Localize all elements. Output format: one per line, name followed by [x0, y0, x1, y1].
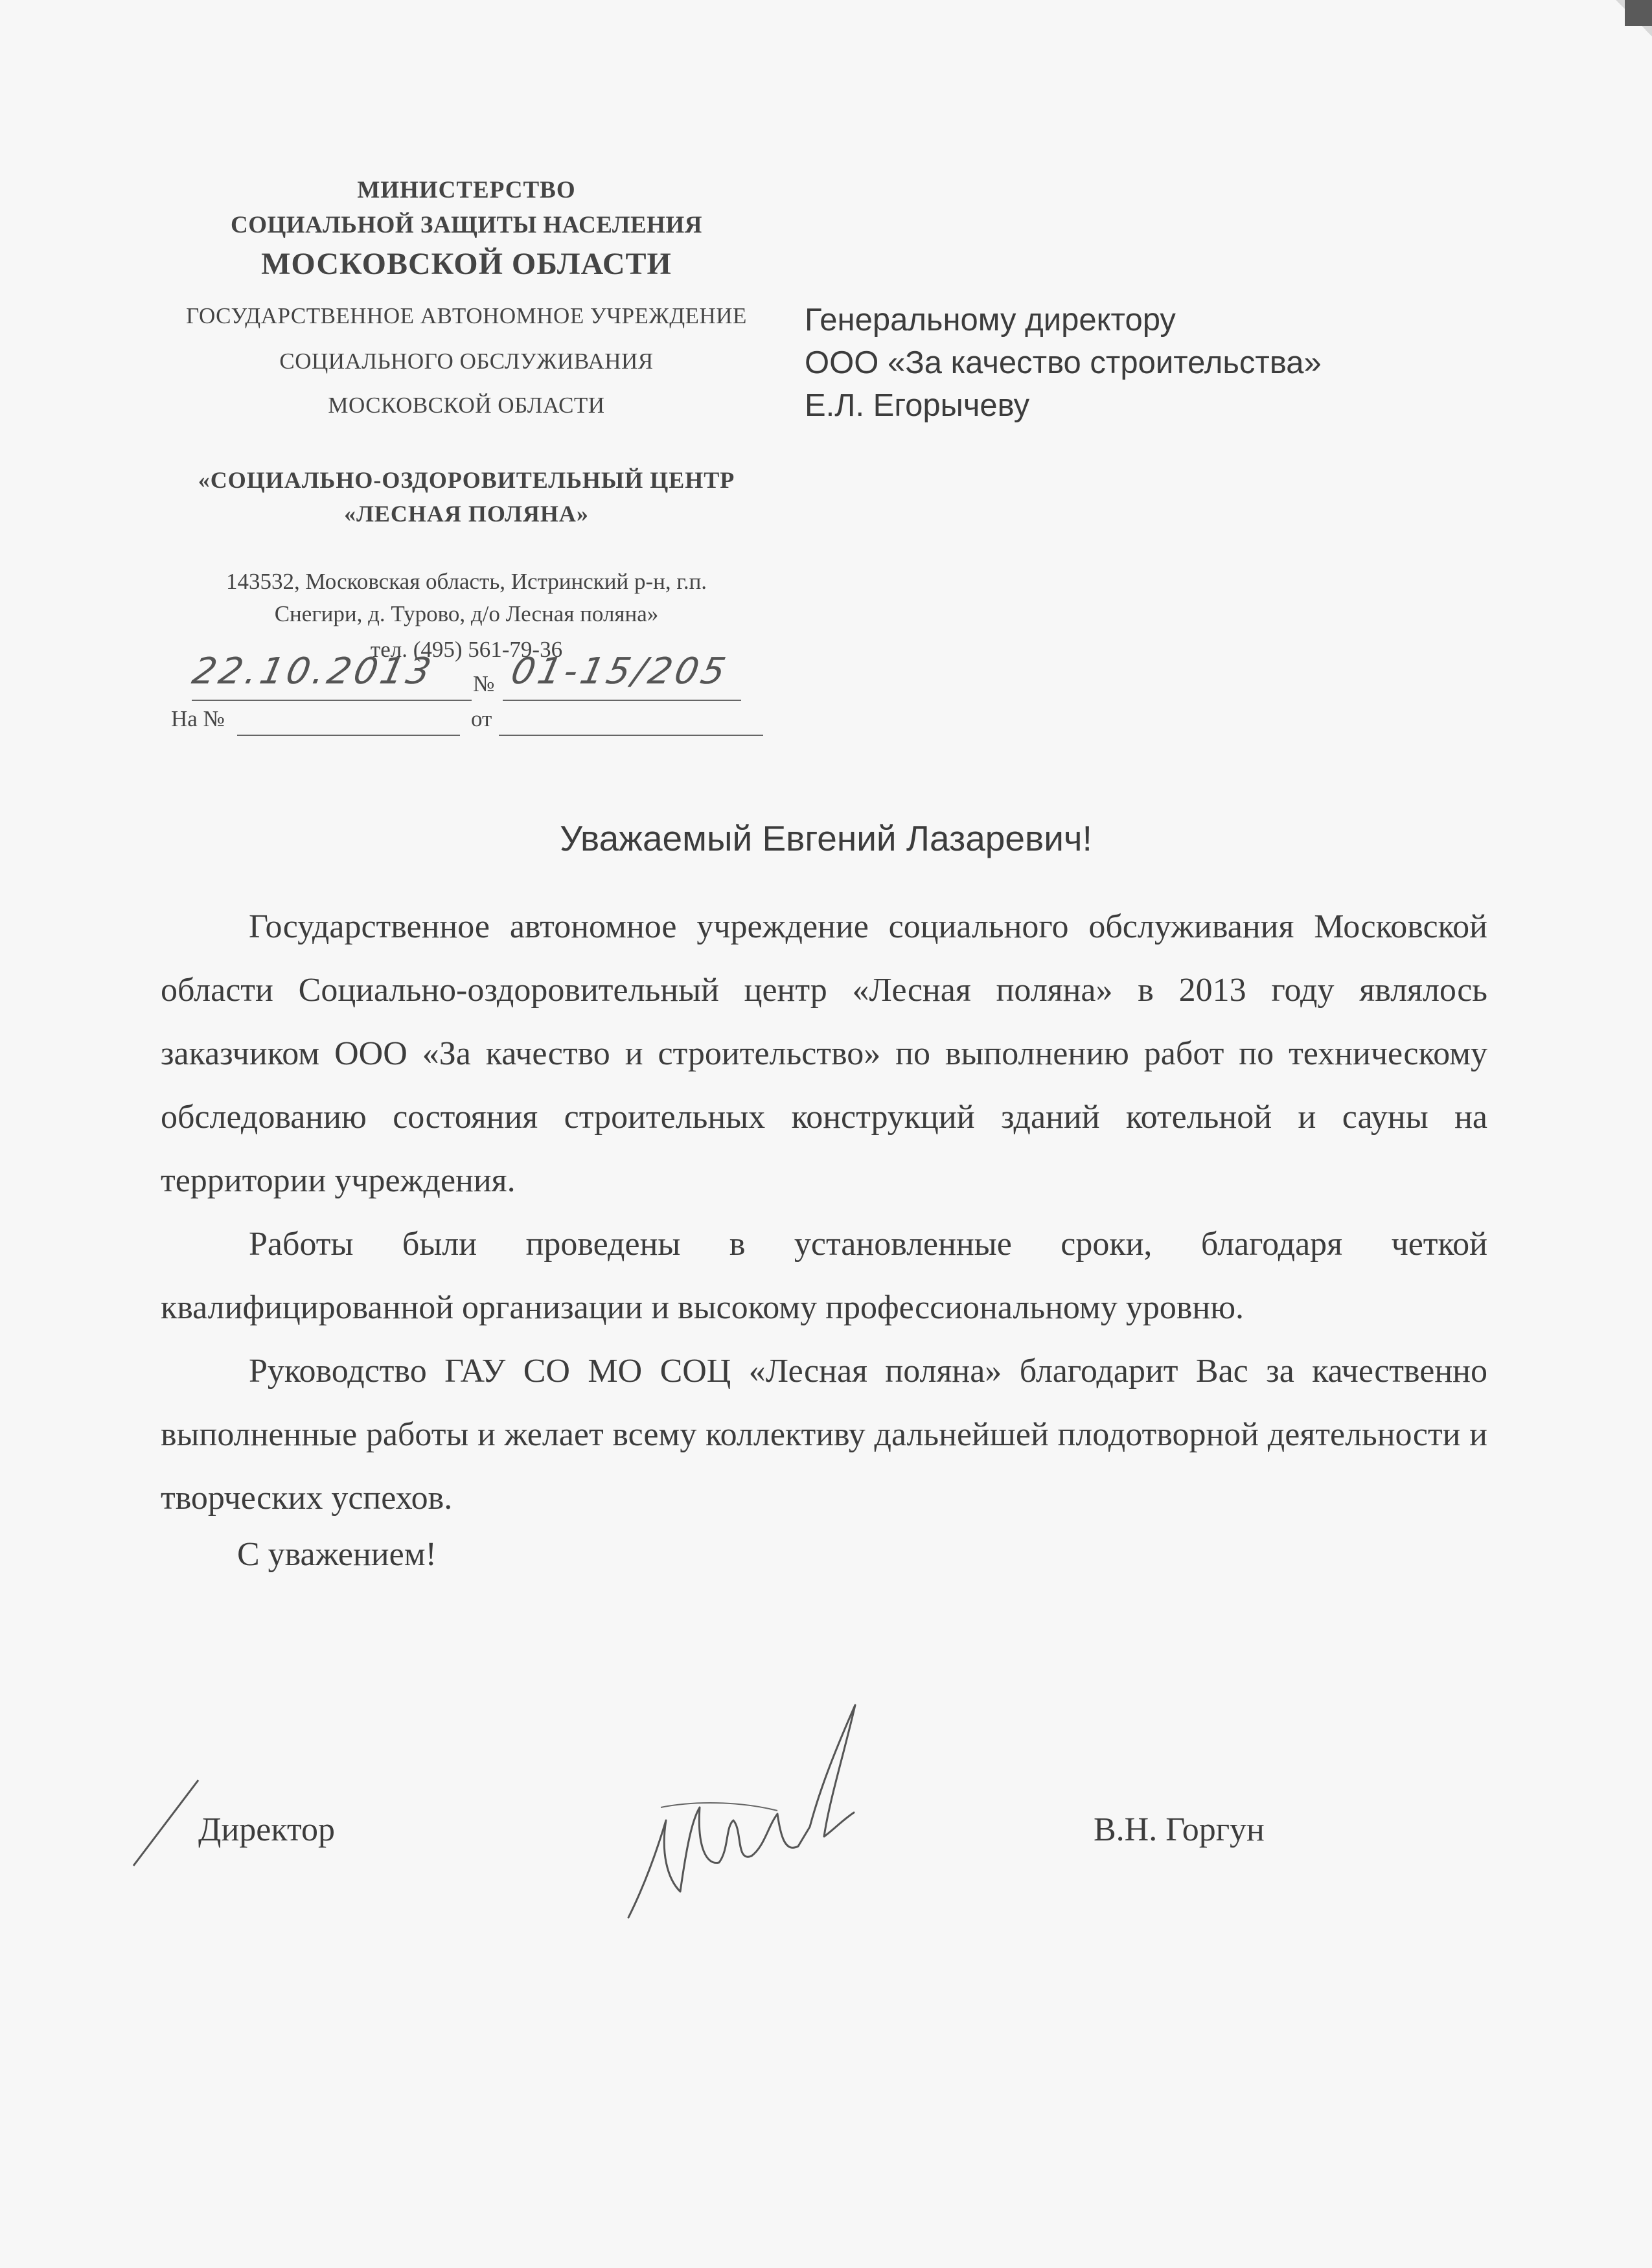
letterhead-institution-line2: СОЦИАЛЬНОГО ОБСЛУЖИВАНИЯ [279, 349, 654, 374]
signatory-title: Директор [198, 1811, 335, 1848]
letterhead-org-name-line2: «ЛЕСНАЯ ПОЛЯНА» [344, 501, 589, 527]
signatory-name: В.Н. Горгун [1094, 1811, 1265, 1848]
paragraph-1 [161, 895, 1487, 1213]
letterhead-ministry: МИНИСТЕРСТВО [357, 177, 576, 203]
scan-edge-mark [1625, 0, 1652, 26]
letterhead-ministry-name: СОЦИАЛЬНОЙ ЗАЩИТЫ НАСЕЛЕНИЯ [231, 212, 702, 238]
letterhead-address-line1: 143532, Московская область, Истринский р-н, г.п. [225, 569, 707, 594]
letterhead-org-name-line1: «СОЦИАЛЬНО-ОЗДОРОВИТЕЛЬНЫЙ ЦЕНТР [198, 467, 735, 493]
paragraph-2 [161, 1213, 1487, 1340]
letterhead-address-line2: Снегири, д. Турово, д/о Лесная поляна» [274, 601, 659, 626]
paragraph-3 [161, 1340, 1487, 1530]
letterhead-region: МОСКОВСКОЙ ОБЛАСТИ [261, 247, 672, 281]
ref-from-line [499, 735, 763, 736]
letterhead-institution-line3: МОСКОВСКОЙ ОБЛАСТИ [328, 393, 605, 418]
paragraph-3-text: Руководство ГАУ СО МО СОЦ «Лесная поляна» благодарит Вас за качественно выполненные работы и желает всему коллективу дальнейшей плодотворной деятельности и творческих успехов. [161, 1353, 1487, 1517]
number-line [503, 700, 741, 701]
paragraph-2-text: Работы были проведены в установленные сроки, благодаря четкой квалифицированной организации и высокому профессиональному уровню. [161, 1226, 1487, 1326]
ref-number-label: На № [171, 706, 225, 731]
letterhead-institution-line1: ГОСУДАРСТВЕННОЕ АВТОНОМНОЕ УЧРЕЖДЕНИЕ [186, 303, 747, 328]
addressee-line3: Е.Л. Егорычеву [805, 388, 1030, 423]
ref-number-line [237, 735, 460, 736]
date-line [192, 700, 472, 701]
letter-closing: С уважением! [237, 1536, 437, 1573]
registration-number: 01-15/205 [507, 650, 733, 693]
letterhead-phone: тел. (495) 561-79-36 [370, 637, 563, 662]
handwritten-signature [615, 1697, 888, 1930]
number-sign: № [473, 671, 495, 696]
letter-greeting: Уважаемый Евгений Лазаревич! [560, 818, 1092, 858]
approval-mark [127, 1775, 205, 1872]
registration-date: 22.10.2013 [189, 650, 438, 693]
ref-from-label: от [471, 706, 492, 731]
paragraph-1-text: Государственное автономное учреждение социального обслуживания Московской области Социально-оздоровительный центр «Лесная поляна» в 2013 году являлось заказчиком ООО «За качество и строительство» по выполнению работ по техническому обследованию состояния строительных конструкций зданий котельной и сауны на территории учреждения. [161, 908, 1487, 1199]
addressee-line1: Генеральному директору [805, 303, 1176, 338]
addressee-line2: ООО «За качество строительства» [805, 345, 1322, 380]
